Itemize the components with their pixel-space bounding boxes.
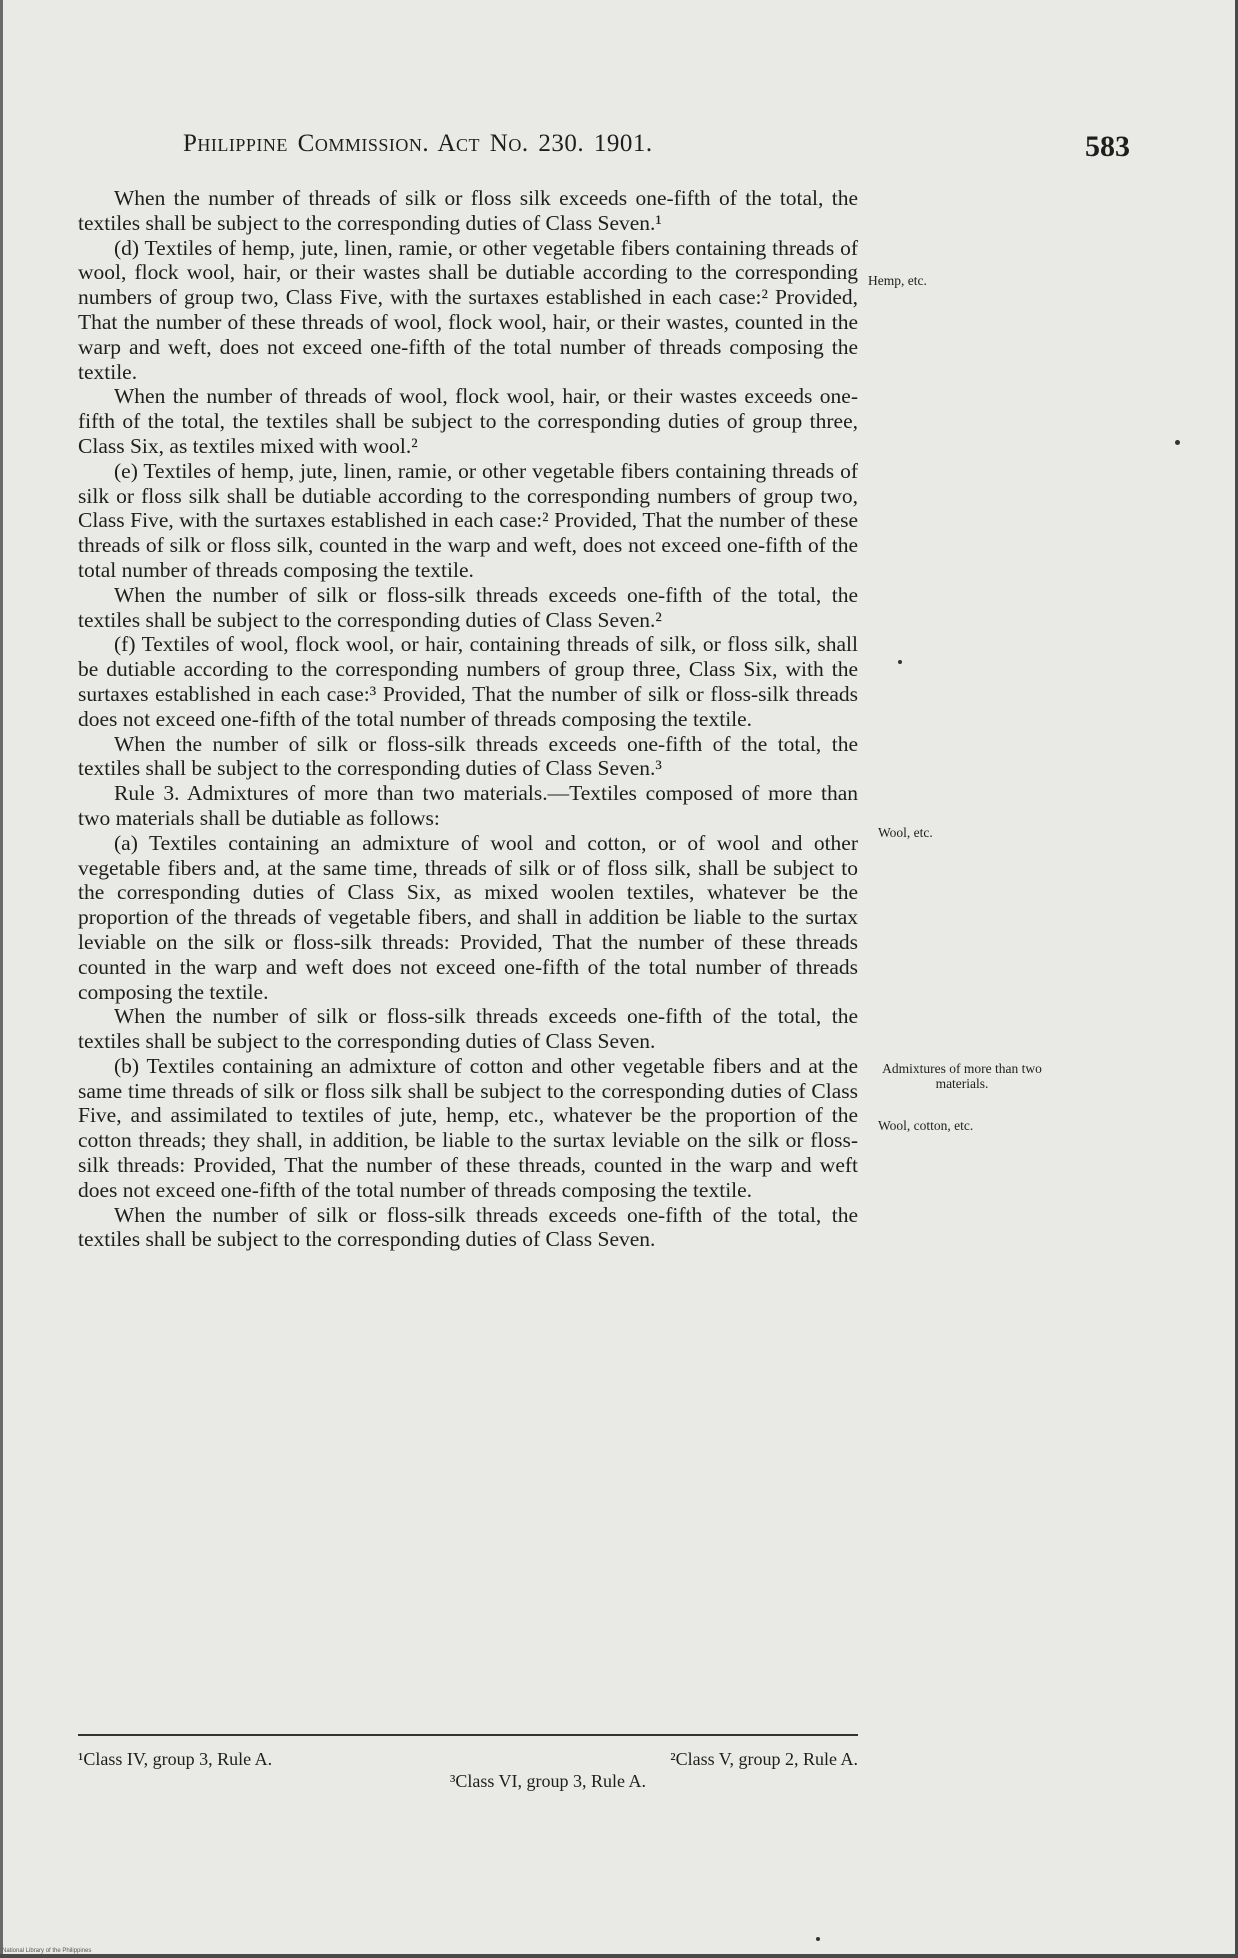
paragraph: (a) Textiles containing an admixture of wool and cotton, or of wool and other vegetable fibers and, at the same time, threads of silk or of floss silk, shall be subject to the corresponding duties of Class Six, as mixed woolen textiles, whatever be the proportion of the threads of vegetable fibers, and shall in addition be liable to the surtax leviable on the silk or floss-silk threads: Provided, That the number of these threads counted in the warp and weft does not exceed one-fifth of the total number of threads composing the textile. xyxy=(78,830,858,1004)
running-header: Philippine Commission. Act No. 230. 1901. xyxy=(183,130,653,157)
paragraph: Rule 3. Admixtures of more than two materials.—Textiles composed of more than two materials shall be dutiable as follows: xyxy=(78,781,858,830)
scan-speck xyxy=(1175,440,1180,445)
scan-left-edge xyxy=(0,0,3,1958)
scan-speck xyxy=(816,1937,820,1941)
footnote-2: ²Class V, group 2, Rule A. xyxy=(670,1749,858,1769)
footnote-3: ³Class VI, group 3, Rule A. xyxy=(449,1771,647,1791)
paragraph: (d) Textiles of hemp, jute, linen, ramie, or other vegetable fibers containing threads of wool, flock wool, hair, or their wastes shall be dutiable according to the corresponding numbers of group two, Class Five, with the surtaxes established in each case:² Provided, That the number of these threads of wool, flock wool, hair, or their wastes, counted in the warp and weft, does not exceed one-fifth of the total number of threads composing the textile. xyxy=(78,235,858,384)
paragraph: (e) Textiles of hemp, jute, linen, ramie, or other vegetable fibers containing threads of silk or floss silk shall be dutiable according to the corresponding numbers of group two, Class Five, with the surtaxes established in each case:² Provided, That the number of these threads of silk or floss silk, counted in the warp and weft, does not exceed one-fifth of the total number of threads composing the textile. xyxy=(78,458,858,582)
margin-note-hemp: Hemp, etc. xyxy=(868,273,927,288)
paragraph: When the number of silk or floss-silk threads exceeds one-fifth of the total, the textiles shall be subject to the corresponding duties of Class Seven. xyxy=(78,1202,858,1252)
scan-speck xyxy=(898,660,902,664)
paragraph: (b) Textiles containing an admixture of cotton and other vegetable fibers and at the same time threads of silk or floss silk shall be subject to the corresponding duties of Class Five, and assimilated to textiles of jute, hemp, etc., whatever be the proportion of the cotton threads; they shall, in addition, be liable to the surtax leviable on the silk or floss-silk threads: Provided, That the number of these threads, counted in the warp and weft does not exceed one-fifth of the total number of threads composing the textile. xyxy=(78,1053,858,1202)
paragraph: When the number of silk or floss-silk threads exceeds one-fifth of the total, the textiles shall be subject to the corresponding duties of Class Seven. xyxy=(78,1004,858,1054)
footnote-divider xyxy=(78,1734,858,1736)
margin-note-wool: Wool, etc. xyxy=(878,825,933,840)
paragraph: When the number of threads of silk or floss silk exceeds one-fifth of the total, the textiles shall be subject to the corresponding duties of Class Seven.¹ xyxy=(78,186,858,235)
margin-note-wool-cotton: Wool, cotton, etc. xyxy=(878,1118,974,1133)
footnote-1: ¹Class IV, group 3, Rule A. xyxy=(78,1749,273,1769)
page-number: 583 xyxy=(1085,130,1130,163)
footnotes xyxy=(78,1748,858,1792)
paragraph: When the number of threads of wool, flock wool, hair, or their wastes exceeds one-fifth of the total, the textiles shall be subject to the corresponding duties of group three, Class Six, as textiles mixed with wool.² xyxy=(78,384,858,458)
paragraph: When the number of silk or floss-silk threads exceeds one-fifth of the total, the textiles shall be subject to the corresponding duties of Class Seven.² xyxy=(78,582,858,632)
scan-bottom-edge xyxy=(0,1954,1238,1958)
body-text xyxy=(78,186,858,1252)
margin-note-admixtures: Admixtures of more than two materials. xyxy=(882,1061,1042,1091)
paragraph: When the number of silk or floss-silk threads exceeds one-fifth of the total, the textiles shall be subject to the corresponding duties of Class Seven.³ xyxy=(78,731,858,781)
paragraph: (f) Textiles of wool, flock wool, or hair, containing threads of silk, or floss silk, shall be dutiable according to the corresponding numbers of group three, Class Six, with the surtaxes established in each case:³ Provided, That the number of silk or floss-silk threads does not exceed one-fifth of the total number of threads composing the textile. xyxy=(78,632,858,731)
scan-credit: National Library of the Philippines xyxy=(2,1948,92,1954)
